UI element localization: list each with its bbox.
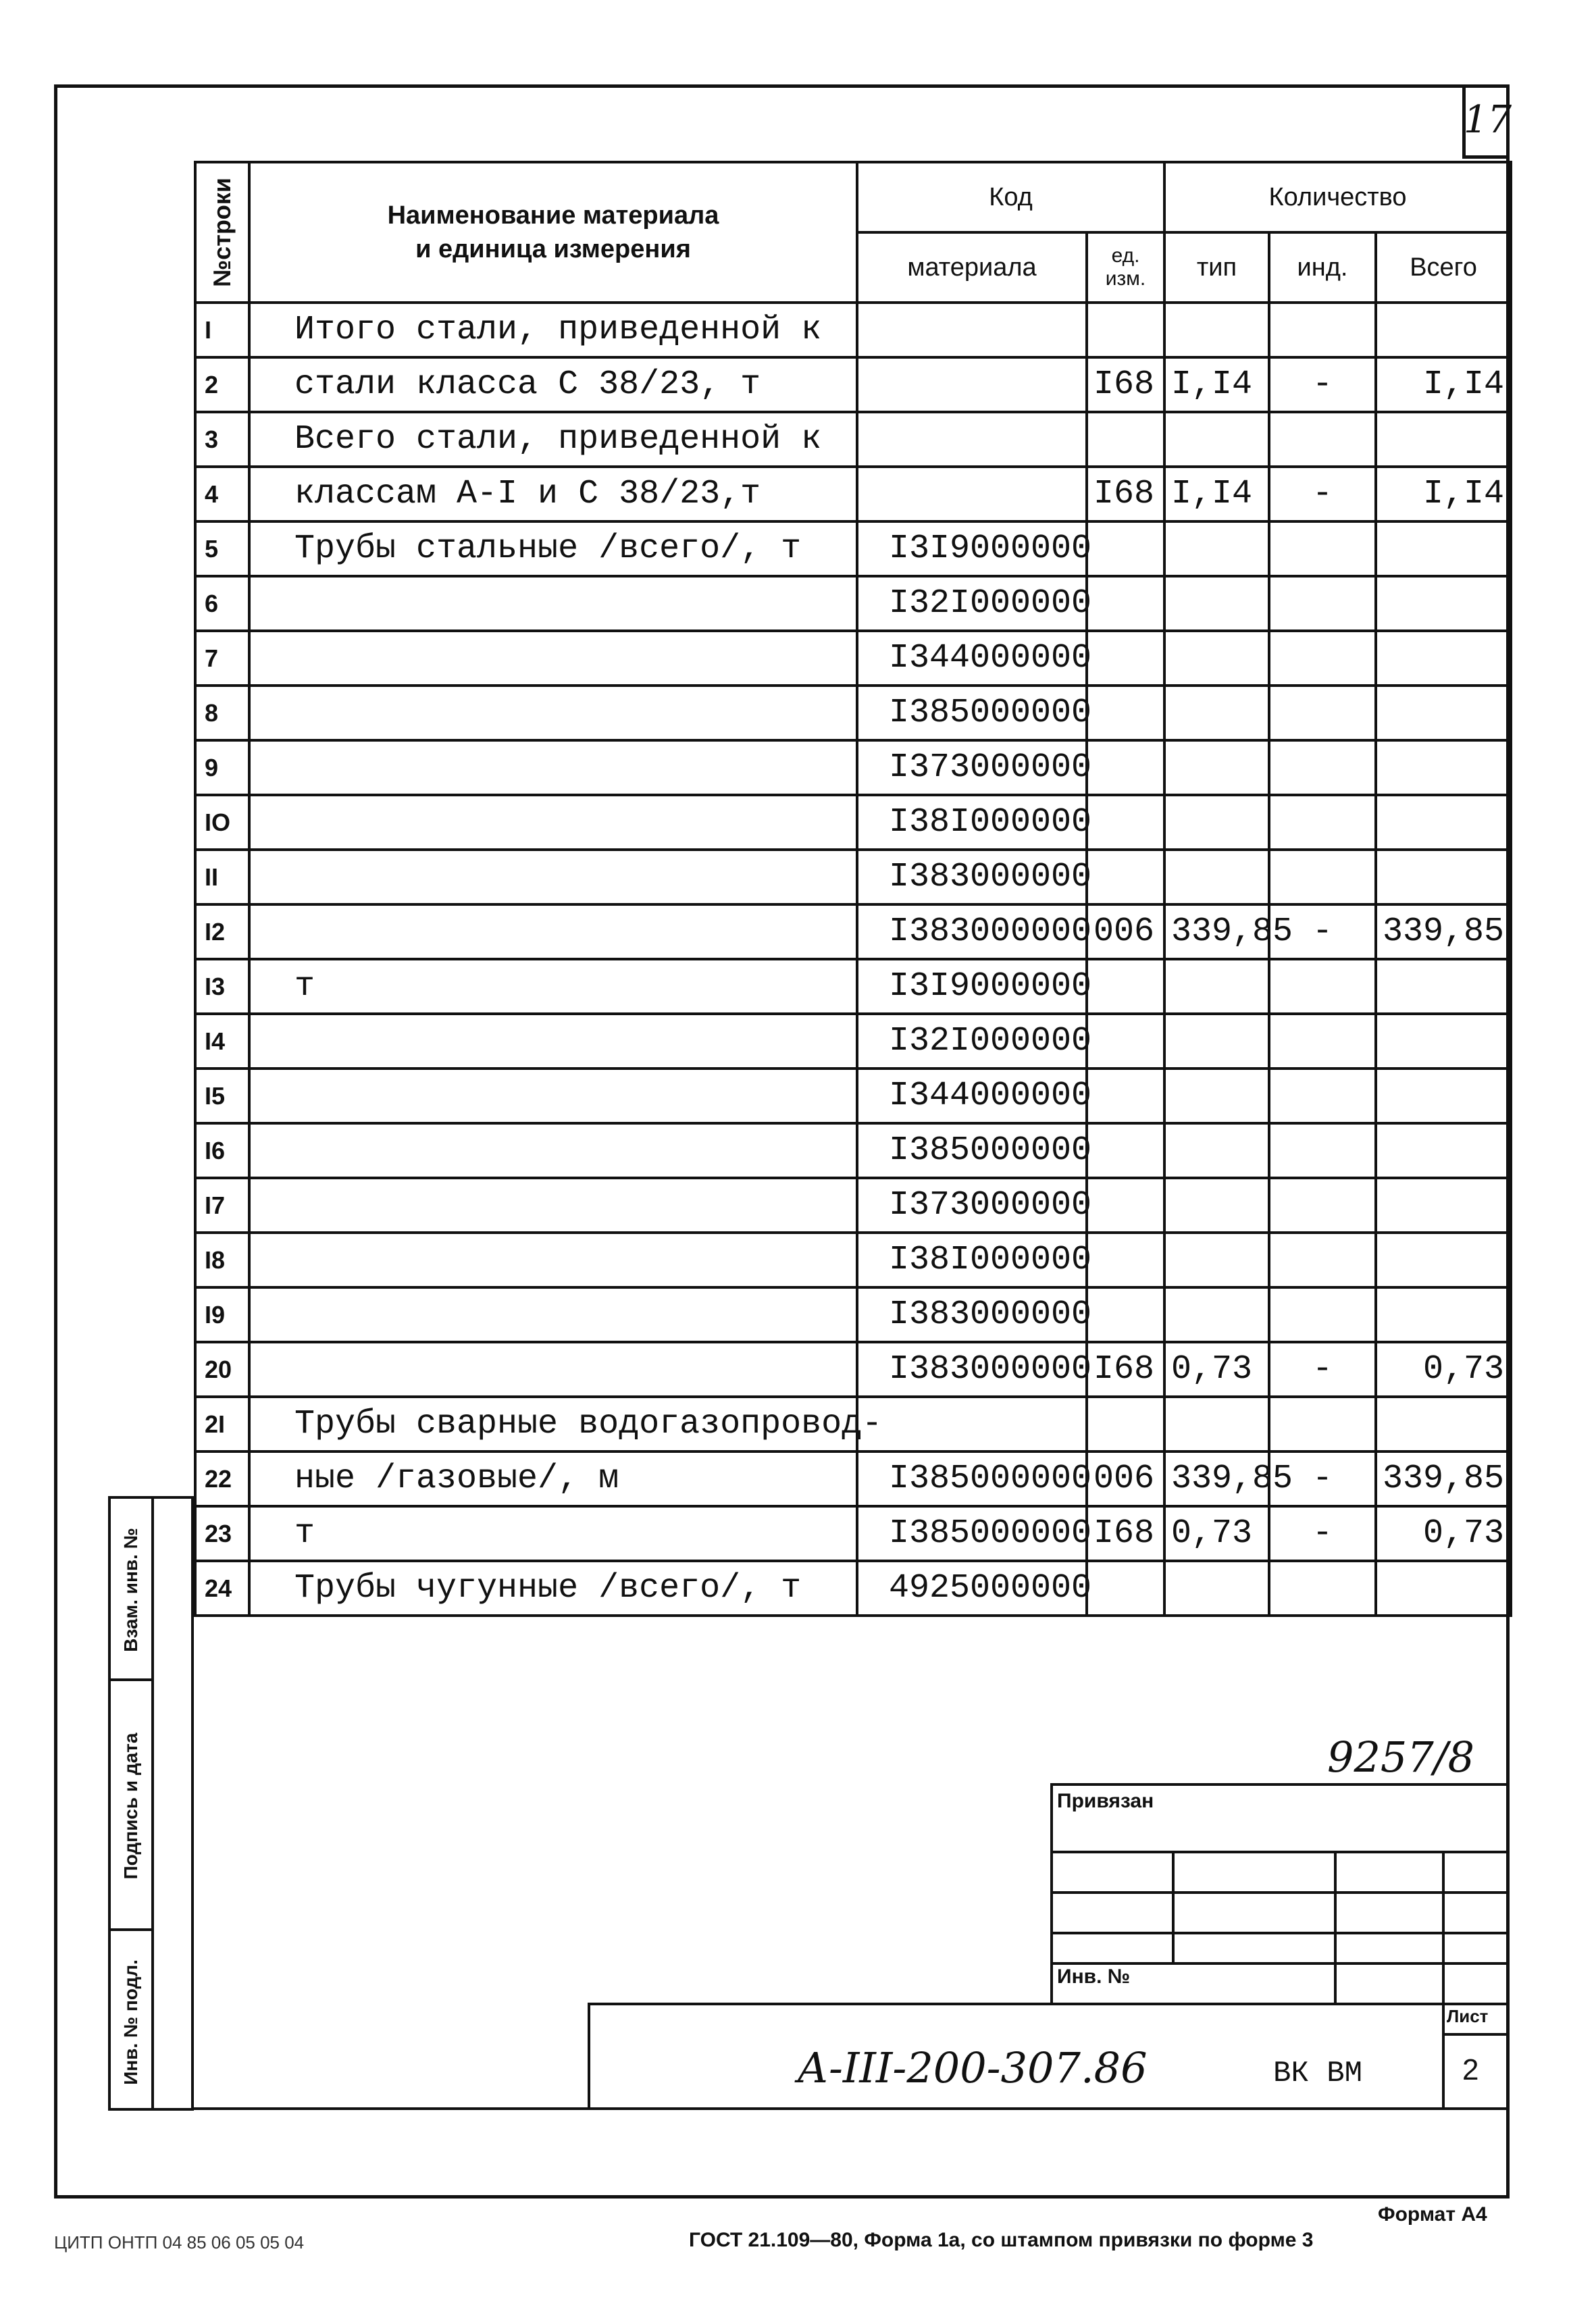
- unit-code: [1087, 959, 1164, 1014]
- material-code: I385000000: [857, 1123, 1087, 1178]
- quantity-ind: [1269, 1069, 1376, 1123]
- quantity-ind: -: [1269, 1342, 1376, 1397]
- quantity-tip: [1164, 959, 1269, 1014]
- quantity-ind: [1269, 1233, 1376, 1287]
- quantity-total: [1376, 1123, 1511, 1178]
- quantity-total: 0,73: [1376, 1342, 1511, 1397]
- header-material-name: Наименование материала и единица измерения: [249, 162, 857, 303]
- stamp-line-6: [1050, 1962, 1510, 1965]
- material-name: Трубы чугунные /всего/, т: [249, 1561, 857, 1616]
- table-row: [195, 1233, 1511, 1287]
- material-code: I383000000: [857, 1287, 1087, 1342]
- table-row: [195, 686, 1511, 740]
- row-number: 24: [195, 1561, 249, 1616]
- row-number: I5: [195, 1069, 249, 1123]
- quantity-ind: [1269, 576, 1376, 631]
- quantity-ind: [1269, 740, 1376, 795]
- material-name: [249, 740, 857, 795]
- quantity-ind: -: [1269, 1506, 1376, 1561]
- quantity-total: 0,73: [1376, 1506, 1511, 1561]
- quantity-ind: [1269, 412, 1376, 467]
- quantity-tip: [1164, 631, 1269, 686]
- stamp-inv-no: Инв. №: [1057, 1965, 1131, 1988]
- row-number: 6: [195, 576, 249, 631]
- quantity-total: [1376, 1014, 1511, 1069]
- material-name: [249, 1287, 857, 1342]
- quantity-total: [1376, 1178, 1511, 1233]
- row-number: I7: [195, 1178, 249, 1233]
- stamp-line-12: [1442, 2033, 1510, 2036]
- quantity-ind: [1269, 686, 1376, 740]
- unit-code: [1087, 740, 1164, 795]
- material-name: [249, 1178, 857, 1233]
- quantity-ind: [1269, 631, 1376, 686]
- row-number: I4: [195, 1014, 249, 1069]
- material-code: I385000000: [857, 686, 1087, 740]
- row-number: 7: [195, 631, 249, 686]
- material-code: I344000000: [857, 1069, 1087, 1123]
- material-code: I383000000: [857, 1342, 1087, 1397]
- table-row: [195, 795, 1511, 850]
- row-number: 2I: [195, 1397, 249, 1451]
- quantity-total: [1376, 959, 1511, 1014]
- quantity-ind: [1269, 1014, 1376, 1069]
- specification-table: [194, 161, 1512, 1617]
- row-number: II: [195, 850, 249, 904]
- material-name: [249, 1069, 857, 1123]
- unit-code: I68: [1087, 467, 1164, 521]
- table-row: [195, 1451, 1511, 1506]
- quantity-tip: [1164, 686, 1269, 740]
- stamp-line-10: [588, 2003, 1510, 2005]
- header-quantity: Количество: [1164, 162, 1511, 232]
- table-row: [195, 1178, 1511, 1233]
- stamp-line-4: [1050, 1891, 1510, 1894]
- quantity-total: [1376, 521, 1511, 576]
- unit-code: [1087, 576, 1164, 631]
- row-number: 23: [195, 1506, 249, 1561]
- quantity-total: 339,85: [1376, 904, 1511, 959]
- row-number: I3: [195, 959, 249, 1014]
- quantity-total: [1376, 795, 1511, 850]
- unit-code: [1087, 850, 1164, 904]
- unit-code: [1087, 1397, 1164, 1451]
- material-name: Трубы стальные /всего/, т: [249, 521, 857, 576]
- stamp-line-8: [1334, 1851, 1337, 2003]
- table-row: [195, 904, 1511, 959]
- header-material-code: материала: [857, 232, 1087, 303]
- quantity-tip: 339,85: [1164, 1451, 1269, 1506]
- material-code: I344000000: [857, 631, 1087, 686]
- unit-code: I68: [1087, 357, 1164, 412]
- material-code: I373000000: [857, 1178, 1087, 1233]
- quantity-tip: [1164, 1178, 1269, 1233]
- quantity-tip: [1164, 1069, 1269, 1123]
- material-name: стали класса С 38/23, т: [249, 357, 857, 412]
- quantity-tip: [1164, 303, 1269, 357]
- quantity-total: [1376, 1233, 1511, 1287]
- unit-code: [1087, 1014, 1164, 1069]
- header-total: Всего: [1376, 232, 1511, 303]
- material-name: [249, 1342, 857, 1397]
- header-unit: ед. изм.: [1087, 232, 1164, 303]
- material-name: [249, 850, 857, 904]
- material-name: [249, 1233, 857, 1287]
- quantity-ind: [1269, 1561, 1376, 1616]
- row-number: I6: [195, 1123, 249, 1178]
- stamp-mark: ВК ВМ: [1273, 2057, 1363, 2090]
- quantity-tip: [1164, 850, 1269, 904]
- quantity-total: I,I4: [1376, 357, 1511, 412]
- material-name: [249, 631, 857, 686]
- table-row: [195, 1069, 1511, 1123]
- quantity-ind: -: [1269, 904, 1376, 959]
- table-row: [195, 1342, 1511, 1397]
- side-stamp: [108, 1496, 194, 2111]
- quantity-total: [1376, 1287, 1511, 1342]
- material-code: I38I000000: [857, 1233, 1087, 1287]
- table-row: [195, 576, 1511, 631]
- unit-code: I68: [1087, 1342, 1164, 1397]
- material-name: т: [249, 1506, 857, 1561]
- material-name: [249, 904, 857, 959]
- material-name: [249, 576, 857, 631]
- stamp-line-5: [1050, 1932, 1510, 1934]
- table-row: [195, 1397, 1511, 1451]
- material-name: т: [249, 959, 857, 1014]
- material-name: Итого стали, приведенной к: [249, 303, 857, 357]
- unit-code: [1087, 1561, 1164, 1616]
- table-row: [195, 631, 1511, 686]
- stamp-line-7: [1172, 1851, 1175, 1962]
- material-code: I3I9000000: [857, 959, 1087, 1014]
- row-number: I2: [195, 904, 249, 959]
- quantity-total: I,I4: [1376, 467, 1511, 521]
- material-code: [857, 467, 1087, 521]
- material-code: I383000000: [857, 850, 1087, 904]
- stamp-doc-code: А-III-200-307.86: [797, 2043, 1148, 2092]
- material-code: I38I000000: [857, 795, 1087, 850]
- row-number: 9: [195, 740, 249, 795]
- stamp-sheet-label: Лист: [1447, 2006, 1489, 2026]
- quantity-ind: [1269, 521, 1376, 576]
- quantity-tip: [1164, 1561, 1269, 1616]
- table-row: [195, 959, 1511, 1014]
- quantity-ind: [1269, 1123, 1376, 1178]
- quantity-total: [1376, 412, 1511, 467]
- quantity-ind: [1269, 850, 1376, 904]
- quantity-tip: I,I4: [1164, 357, 1269, 412]
- quantity-tip: [1164, 795, 1269, 850]
- header-code: Код: [857, 162, 1164, 232]
- header-row-number: №строки: [195, 162, 249, 303]
- quantity-total: [1376, 303, 1511, 357]
- table-row: [195, 467, 1511, 521]
- footer-left-code: ЦИТП ОНТП 04 85 06 05 05 04: [54, 2232, 305, 2253]
- table-row: [195, 521, 1511, 576]
- row-number: 5: [195, 521, 249, 576]
- page-number: 17: [1462, 84, 1510, 159]
- table-row: [195, 1561, 1511, 1616]
- side-label-vzam: Взам. инв. №: [120, 1528, 141, 1652]
- table-row: [195, 1506, 1511, 1561]
- material-name: Всего стали, приведенной к: [249, 412, 857, 467]
- material-name: [249, 686, 857, 740]
- unit-code: [1087, 1069, 1164, 1123]
- quantity-tip: 0,73: [1164, 1342, 1269, 1397]
- material-code: [857, 303, 1087, 357]
- material-code: I383000000: [857, 904, 1087, 959]
- unit-code: I68: [1087, 1506, 1164, 1561]
- quantity-total: 339,85: [1376, 1451, 1511, 1506]
- unit-code: [1087, 412, 1164, 467]
- stamp-line-9: [1442, 1851, 1445, 2107]
- header-ind: инд.: [1269, 232, 1376, 303]
- table-row: [195, 412, 1511, 467]
- quantity-total: [1376, 740, 1511, 795]
- material-code: I3I9000000: [857, 521, 1087, 576]
- quantity-ind: [1269, 1287, 1376, 1342]
- quantity-tip: [1164, 1233, 1269, 1287]
- row-number: I8: [195, 1233, 249, 1287]
- material-code: [857, 357, 1087, 412]
- quantity-total: [1376, 1561, 1511, 1616]
- quantity-ind: [1269, 959, 1376, 1014]
- unit-code: [1087, 1123, 1164, 1178]
- table-row: [195, 850, 1511, 904]
- stamp-line-1: [1050, 1783, 1510, 1786]
- material-name: ные /газовые/, м: [249, 1451, 857, 1506]
- quantity-tip: [1164, 740, 1269, 795]
- unit-code: [1087, 631, 1164, 686]
- table-row: [195, 303, 1511, 357]
- side-label-podpis: Подпись и дата: [120, 1732, 141, 1880]
- unit-code: [1087, 686, 1164, 740]
- footer-gost: ГОСТ 21.109—80, Форма 1а, со штампом привязки по форме 3: [689, 2229, 1314, 2251]
- unit-code: 006: [1087, 904, 1164, 959]
- quantity-tip: [1164, 1287, 1269, 1342]
- quantity-total: [1376, 1069, 1511, 1123]
- stamp-sheet-number: 2: [1462, 2053, 1479, 2086]
- row-number: I9: [195, 1287, 249, 1342]
- row-number: I: [195, 303, 249, 357]
- row-number: 3: [195, 412, 249, 467]
- stamp-privyazan: Привязан: [1057, 1790, 1154, 1812]
- unit-code: [1087, 303, 1164, 357]
- table-row: [195, 1014, 1511, 1069]
- quantity-ind: [1269, 1397, 1376, 1451]
- unit-code: [1087, 1287, 1164, 1342]
- quantity-tip: [1164, 1397, 1269, 1451]
- quantity-tip: 0,73: [1164, 1506, 1269, 1561]
- material-code: I32I000000: [857, 1014, 1087, 1069]
- hand-number: 9257/8: [1327, 1732, 1475, 1782]
- row-number: 8: [195, 686, 249, 740]
- header-tip: тип: [1164, 232, 1269, 303]
- material-code: I373000000: [857, 740, 1087, 795]
- quantity-tip: [1164, 412, 1269, 467]
- unit-code: [1087, 1233, 1164, 1287]
- quantity-ind: -: [1269, 1451, 1376, 1506]
- material-code: [857, 1397, 1087, 1451]
- quantity-ind: -: [1269, 357, 1376, 412]
- material-name: [249, 1123, 857, 1178]
- side-label-inv-podl: Инв. № подл.: [120, 1959, 141, 2085]
- quantity-tip: [1164, 521, 1269, 576]
- row-number: 22: [195, 1451, 249, 1506]
- quantity-ind: [1269, 795, 1376, 850]
- material-code: I385000000: [857, 1451, 1087, 1506]
- material-code: [857, 412, 1087, 467]
- material-code: I385000000: [857, 1506, 1087, 1561]
- quantity-total: [1376, 576, 1511, 631]
- row-number: 2: [195, 357, 249, 412]
- table-row: [195, 740, 1511, 795]
- quantity-tip: [1164, 1014, 1269, 1069]
- stamp-line-11: [588, 2003, 590, 2107]
- stamp-bottom-line: [194, 2107, 1510, 2110]
- row-number: 20: [195, 1342, 249, 1397]
- quantity-tip: [1164, 576, 1269, 631]
- quantity-ind: -: [1269, 467, 1376, 521]
- quantity-total: [1376, 686, 1511, 740]
- material-code: 4925000000: [857, 1561, 1087, 1616]
- material-name: [249, 795, 857, 850]
- material-name: Трубы сварные водогазопровод-: [249, 1397, 857, 1451]
- quantity-tip: I,I4: [1164, 467, 1269, 521]
- unit-code: [1087, 795, 1164, 850]
- quantity-tip: 339,85: [1164, 904, 1269, 959]
- row-number: 4: [195, 467, 249, 521]
- quantity-tip: [1164, 1123, 1269, 1178]
- quantity-total: [1376, 1397, 1511, 1451]
- table-row: [195, 1123, 1511, 1178]
- unit-code: [1087, 521, 1164, 576]
- footer-format: Формат А4: [1378, 2203, 1487, 2226]
- unit-code: [1087, 1178, 1164, 1233]
- stamp-line-3: [1050, 1851, 1510, 1853]
- quantity-ind: [1269, 1178, 1376, 1233]
- quantity-total: [1376, 850, 1511, 904]
- table-row: [195, 1287, 1511, 1342]
- quantity-total: [1376, 631, 1511, 686]
- material-code: I32I000000: [857, 576, 1087, 631]
- unit-code: 006: [1087, 1451, 1164, 1506]
- table-row: [195, 357, 1511, 412]
- material-name: [249, 1014, 857, 1069]
- quantity-ind: [1269, 303, 1376, 357]
- material-name: классам А-I и С 38/23,т: [249, 467, 857, 521]
- row-number: IO: [195, 795, 249, 850]
